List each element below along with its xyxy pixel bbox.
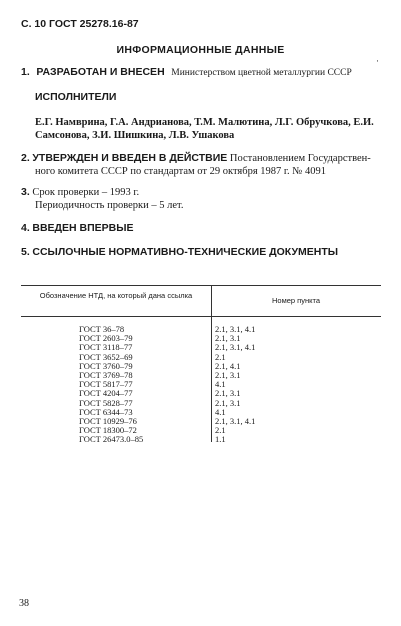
section-3-line-1: Срок проверки – 1993 г. [32, 187, 140, 198]
section-5-number: 5. [21, 246, 30, 258]
section-3-number: 3. [21, 186, 30, 198]
section-2-number: 2. [21, 152, 30, 164]
table-cell-clause: 2.1, 3.1 [215, 370, 241, 381]
page-header: С. 10 ГОСТ 25278.16-87 [21, 18, 139, 30]
section-1-number: 1. [21, 66, 30, 78]
section-5 [21, 246, 338, 259]
table-header-clause: Номер пункта [271, 296, 320, 305]
table-header-rule [21, 316, 381, 317]
executors-label: ИСПОЛНИТЕЛИ [35, 91, 117, 103]
table-top-rule [21, 285, 381, 286]
table-cell-clause: 4.1 [215, 379, 226, 390]
table-cell-clause: 1.1 [215, 434, 226, 445]
section-4 [21, 222, 134, 235]
table-cell-document: ГОСТ 3118–77 [79, 342, 133, 353]
section-2-text-line-2: ного комитета СССР по стандартам от 29 октября 1987 г. № 4091 [35, 166, 326, 177]
table-cell-clause: 2.1, 3.1 [215, 397, 241, 408]
table-cell-clause: 2.1 [215, 351, 226, 362]
table-cell-document: ГОСТ 3769–78 [79, 370, 133, 381]
table-cell-document: ГОСТ 3760–79 [79, 360, 133, 371]
table-column-clauses [215, 325, 255, 445]
table-cell-document: ГОСТ 26473.0–85 [79, 434, 144, 445]
table-cell-clause: 2.1 [215, 425, 226, 436]
table-column-divider [211, 285, 212, 442]
table-cell-clause: 2.1, 3.1, 4.1 [215, 416, 256, 427]
section-5-label: ССЫЛОЧНЫЕ НОРМАТИВНО-ТЕХНИЧЕСКИЕ ДОКУМЕНТЫ [32, 246, 339, 258]
section-2-text-line-1: Постановлением Государствен- [229, 153, 371, 164]
table-cell-document: ГОСТ 5817–77 [79, 379, 133, 390]
section-2-label: УТВЕРЖДЕН И ВВЕДЕН В ДЕЙСТВИЕ [32, 152, 228, 164]
table-cell-clause: 2.1, 3.1 [215, 388, 241, 399]
table-cell-document: ГОСТ 18300–72 [79, 425, 137, 436]
speck: · [376, 56, 379, 66]
section-4-number: 4. [21, 222, 30, 234]
table-cell-clause: 2.1, 3.1, 4.1 [215, 324, 256, 334]
section-2 [21, 152, 389, 178]
table-cell-document: ГОСТ 4204–77 [79, 388, 133, 399]
table-cell-document: ГОСТ 3652–69 [79, 351, 133, 362]
page-number: 38 [19, 598, 29, 609]
section-4-label: ВВЕДЕН ВПЕРВЫЕ [32, 222, 134, 234]
executors-names: Е.Г. Намврина, Г.А. Андрианова, Т.М. Малютина, Л.Г. Обручкова, Е.И. Самсонова, З.И. Шишкина, Л.В. Ушакова [35, 117, 374, 141]
table-cell-document: ГОСТ 6344–73 [79, 406, 133, 417]
page-title: ИНФОРМАЦИОННЫЕ ДАННЫЕ [116, 44, 285, 56]
section-1 [21, 66, 391, 80]
table-cell-document: ГОСТ 10929–76 [79, 416, 137, 427]
table-cell-document: ГОСТ 36–78 [79, 324, 125, 334]
section-1-label: РАЗРАБОТАН И ВНЕСЕН [36, 66, 165, 78]
section-1-text: Министерством цветной металлургии СССР [171, 68, 352, 78]
section-3 [21, 186, 381, 212]
table-cell-clause: 2.1, 4.1 [215, 360, 241, 371]
table-cell-clause: 4.1 [215, 406, 226, 417]
table-cell-document: ГОСТ 2603–79 [79, 333, 133, 344]
section-3-line-2: Периодичность проверки – 5 лет. [35, 200, 184, 211]
table-cell-document: ГОСТ 5828–77 [79, 397, 133, 408]
table-cell-clause: 2.1, 3.1 [215, 333, 241, 344]
table-header-document: Обозначение НТД, на который дана ссылка [39, 291, 193, 300]
table-cell-clause: 2.1, 3.1, 4.1 [215, 342, 256, 353]
table-column-documents [79, 325, 143, 445]
